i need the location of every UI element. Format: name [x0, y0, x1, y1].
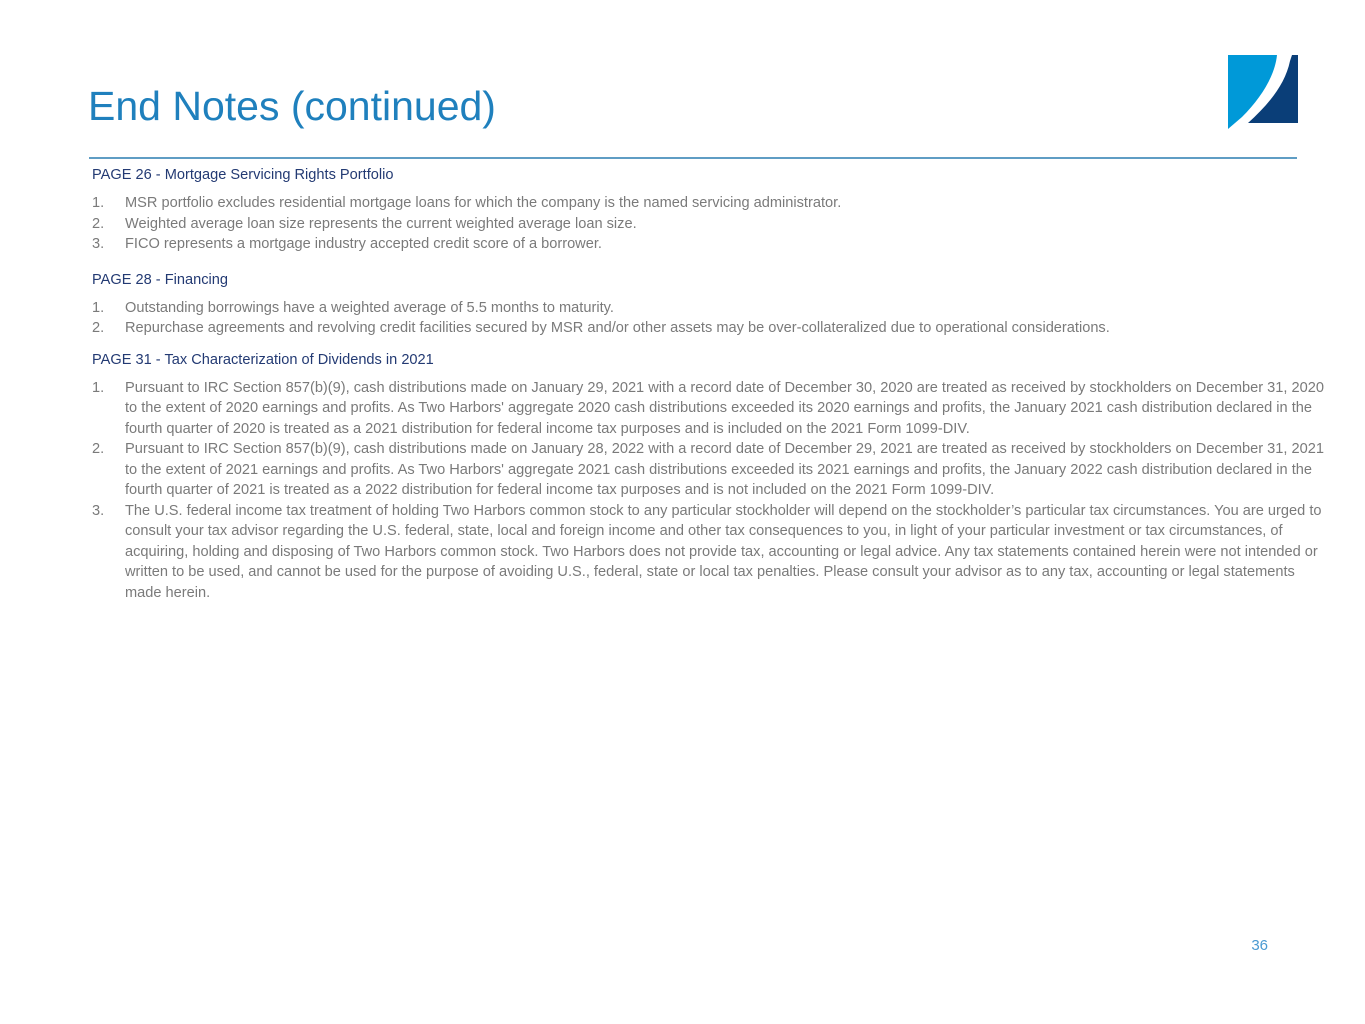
note-text: FICO represents a mortgage industry accepted credit score of a borrower. [125, 236, 602, 252]
note-text: Pursuant to IRC Section 857(b)(9), cash distributions made on January 28, 2022 with a record date of December 29, 2021 are treated as received by stockholders on December 31, 2021 to the extent of 2021 earnings and profits. As Two Harbors' aggregate 2021 cash distributions exceeded its 2021 earnings and profits, the January 2022 cash distribution declared in the fourth quarter of 2021 is treated as a 2022 distribution for federal income tax purposes and is not included on the 2021 Form 1099-DIV. [125, 441, 1324, 498]
note-text: Repurchase agreements and revolving credit facilities secured by MSR and/or other assets may be over-collateralized due to operational considerations. [125, 320, 1110, 336]
section-heading: PAGE 31 - Tax Characterization of Dividends in 2021 [92, 351, 434, 368]
note-text: Pursuant to IRC Section 857(b)(9), cash distributions made on January 29, 2021 with a record date of December 30, 2020 are treated as received by stockholders on December 31, 2020 to the extent of 2020 earnings and profits. As Two Harbors' aggregate 2020 cash distributions exceeded its 2020 earnings and profits, the January 2021 cash distribution declared in the fourth quarter of 2020 is treated as a 2021 distribution for federal income tax purposes and is included on the 2021 Form 1099-DIV. [125, 379, 1324, 437]
note-item [92, 298, 1332, 319]
notes-list [92, 298, 1332, 339]
note-number: 2. [92, 215, 105, 232]
section-heading: PAGE 28 - Financing [92, 271, 229, 288]
two-harbors-logo-icon [1228, 55, 1298, 129]
note-number: 1. [92, 195, 105, 211]
end-notes-content [92, 165, 1332, 603]
header-divider [89, 157, 1297, 159]
notes-list [92, 193, 1332, 255]
note-number: 1. [92, 299, 105, 316]
note-number: 1. [92, 379, 105, 396]
note-text: The U.S. federal income tax treatment of holding Two Harbors common stock to any particular stockholder will depend on the stockholder’s particular tax circumstances. You are urged to consult your tax advisor regarding the U.S. federal, state, local and foreign income and other tax consequences to you, in light of your particular investment or tax circumstances, of acquiring, holding and disposing of Two Harbors common stock. Two Harbors does not provide tax, accounting or legal advice. Any tax statements contained herein were not intended or written to be used, and cannot be used for the purpose of avoiding U.S., federal, state or local tax penalties. Please consult your advisor as to any tax, accounting or legal statements made herein. [125, 502, 1322, 601]
note-item [92, 234, 1332, 255]
note-item [92, 439, 1332, 501]
section-tax-characterization [92, 350, 1332, 604]
note-number: 3. [92, 502, 105, 519]
note-number: 2. [92, 441, 105, 457]
note-item [92, 214, 1332, 235]
page-number: 36 [1251, 937, 1268, 954]
page-title: End Notes (continued) [88, 83, 496, 129]
note-item [92, 318, 1332, 339]
note-text: MSR portfolio excludes residential mortgage loans for which the company is the named servicing administrator. [125, 195, 842, 211]
note-item [92, 378, 1332, 440]
section-heading: PAGE 26 - Mortgage Servicing Rights Portfolio [92, 167, 394, 183]
section-mortgage-servicing-rights [92, 165, 1332, 255]
section-financing [92, 270, 1332, 339]
note-text: Outstanding borrowings have a weighted average of 5.5 months to maturity. [125, 299, 614, 316]
note-item [92, 193, 1332, 214]
note-text: Weighted average loan size represents the current weighted average loan size. [125, 215, 637, 232]
note-number: 2. [92, 320, 105, 336]
notes-list [92, 378, 1332, 604]
note-item [92, 501, 1332, 604]
note-number: 3. [92, 236, 105, 252]
